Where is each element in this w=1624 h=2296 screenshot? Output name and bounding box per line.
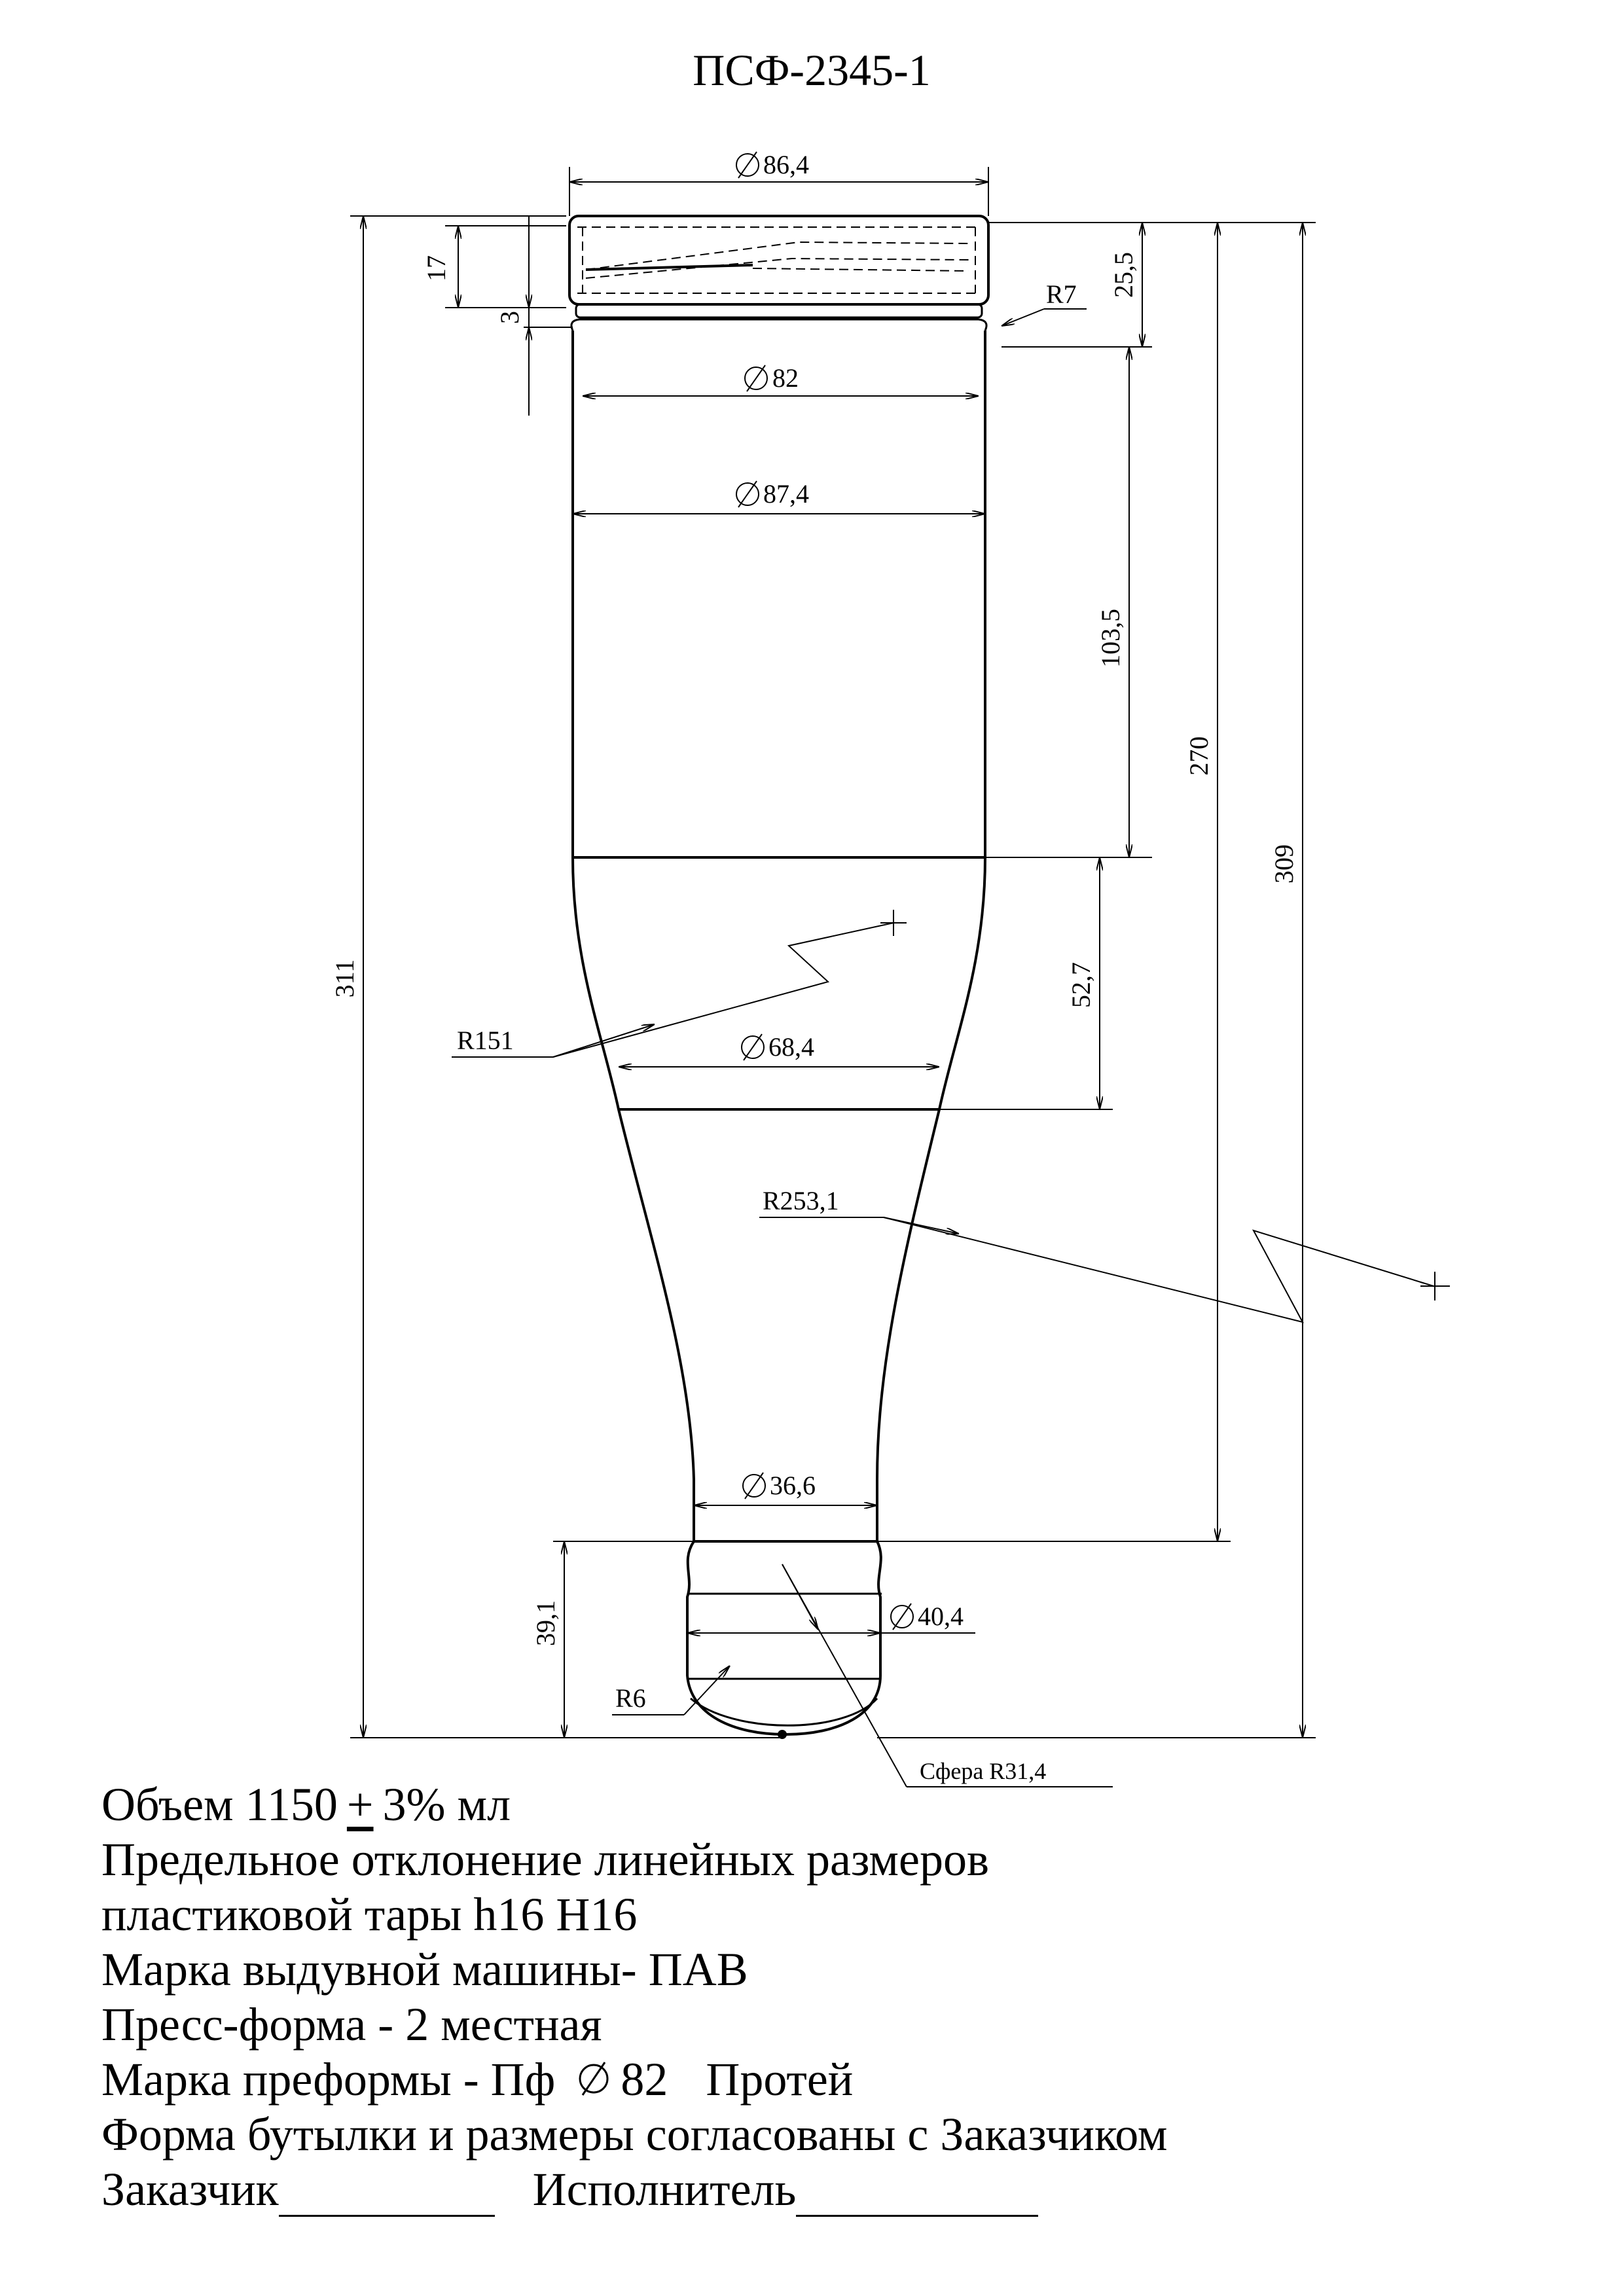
customer-signature-field[interactable] — [279, 2169, 495, 2217]
diameter-label-finish-inner — [745, 363, 799, 393]
diameter-label-waist — [742, 1032, 814, 1062]
svg-text:40,4: 40,4 — [918, 1602, 964, 1631]
svg-text:68,4: 68,4 — [768, 1032, 814, 1062]
label-39-1: 39,1 — [531, 1600, 560, 1646]
label-3: 3 — [495, 311, 524, 324]
label-r151: R151 — [457, 1026, 514, 1055]
label-270: 270 — [1184, 736, 1214, 776]
contractor-signature-field[interactable] — [796, 2169, 1038, 2217]
tolerance-note-2: пластиковой тары h16 H16 — [101, 1888, 638, 1941]
plus-minus-sign: + — [346, 1778, 374, 1831]
svg-text:36,6: 36,6 — [770, 1471, 816, 1500]
diameter-icon — [573, 2058, 614, 2099]
bottle-left-contour — [573, 331, 694, 1541]
label-r6: R6 — [615, 1683, 646, 1713]
label-311: 311 — [330, 959, 359, 998]
diameter-label-finish-outer — [736, 150, 809, 179]
bottle-base — [687, 1541, 881, 1734]
svg-text:82: 82 — [772, 363, 799, 393]
preform-note: Марка преформы - Пф 82 Протей — [101, 2053, 854, 2106]
volume-note: Объем 1150 + 3% мл — [101, 1778, 511, 1831]
mold-note: Пресс-форма - 2 местная — [101, 1998, 602, 2051]
agreement-note: Форма бутылки и размеры согласованы с Заказчиком — [101, 2108, 1168, 2161]
bottle-outline — [569, 216, 988, 1738]
drawing-title: ПСФ-2345-1 — [693, 45, 931, 95]
label-r253: R253,1 — [763, 1186, 839, 1215]
drawing-notes — [101, 1777, 1574, 2217]
signature-line: Заказчик Исполнитель — [101, 2162, 1574, 2217]
label-sphere: Сфера R31,4 — [920, 1758, 1047, 1784]
label-52-7: 52,7 — [1066, 962, 1096, 1008]
machine-note: Марка выдувной машины- ПАВ — [101, 1943, 748, 1996]
label-103-5: 103,5 — [1096, 609, 1125, 668]
tolerance-note-1: Предельное отклонение линейных размеров — [101, 1833, 989, 1886]
diameter-label-body — [736, 479, 809, 509]
diameter-label-bottom — [891, 1602, 964, 1631]
label-25-5: 25,5 — [1109, 252, 1138, 298]
svg-text:86,4: 86,4 — [763, 150, 809, 179]
label-r7: R7 — [1046, 279, 1077, 309]
diameter-label-neck — [743, 1471, 816, 1500]
label-309: 309 — [1269, 844, 1299, 884]
svg-text:87,4: 87,4 — [763, 479, 809, 509]
dimension-lines — [350, 167, 1450, 1787]
label-17: 17 — [422, 255, 451, 281]
dimension-labels — [330, 150, 1299, 1784]
